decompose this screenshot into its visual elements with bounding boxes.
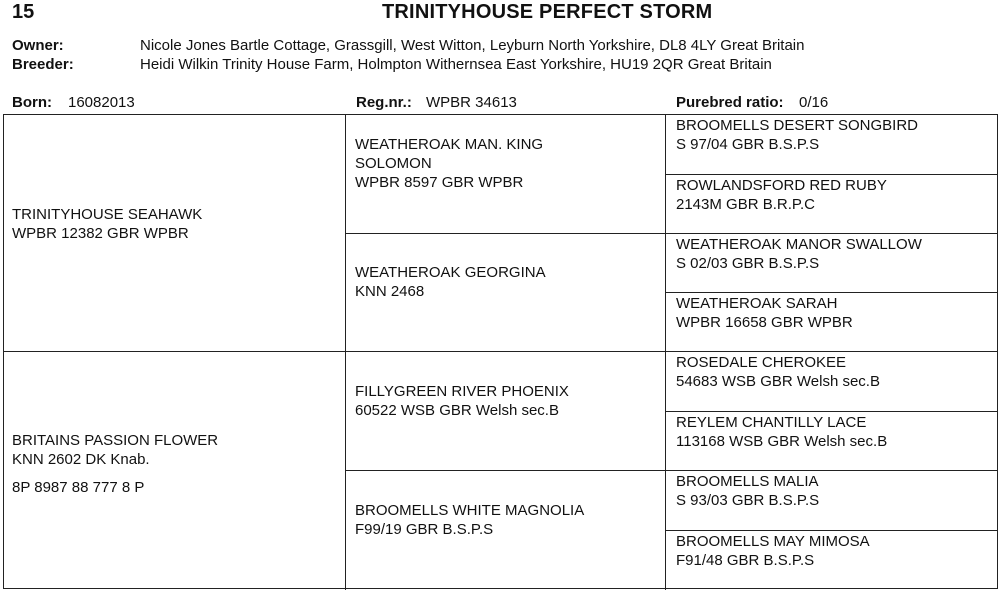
owner-value: Nicole Jones Bartle Cottage, Grassgill, West Witton, Leyburn North Yorkshire, DL8 4LY Great Britain	[140, 37, 805, 54]
dam-dam-name: BROOMELLS WHITE MAGNOLIA	[355, 502, 585, 519]
breeder-label: Breeder:	[12, 56, 74, 73]
ggp-name: BROOMELLS MALIA	[676, 473, 819, 490]
ggp-name: ROSEDALE CHEROKEE	[676, 354, 847, 371]
ggp-name: WEATHEROAK SARAH	[676, 295, 838, 312]
sire-sire-reg: WPBR 8597 GBR WPBR	[355, 174, 524, 191]
ggp-reg: 113168 WSB GBR Welsh sec.B	[676, 433, 888, 450]
ggp-cell-8	[666, 531, 997, 588]
ggp-name: REYLEM CHANTILLY LACE	[676, 414, 867, 431]
ggp-reg: 2143M GBR B.R.P.C	[676, 196, 815, 213]
born-label: Born:	[12, 94, 52, 111]
ggp-name: WEATHEROAK MANOR SWALLOW	[676, 236, 922, 253]
dam-cell	[4, 352, 346, 590]
ggp-name: BROOMELLS DESERT SONGBIRD	[676, 117, 919, 134]
ggp-cell-2	[666, 175, 997, 234]
dam-reg: KNN 2602 DK Knab.	[12, 451, 150, 468]
ggp-cell-1	[666, 115, 997, 175]
ggp-cell-3	[666, 234, 997, 293]
ggp-name: BROOMELLS MAY MIMOSA	[676, 533, 870, 550]
sire-dam-reg: KNN 2468	[355, 283, 425, 300]
dam-extra-reg: 8P 8987 88 777 8 P	[12, 479, 145, 496]
sire-sire-cell	[346, 115, 666, 234]
ggp-reg: S 97/04 GBR B.S.P.S	[676, 136, 820, 153]
sire-dam-cell	[346, 234, 666, 352]
sire-name: TRINITYHOUSE SEAHAWK	[12, 206, 203, 223]
dam-dam-cell	[346, 471, 666, 590]
sire-sire-name: WEATHEROAK MAN. KING SOLOMON	[355, 136, 544, 172]
ggp-cell-6	[666, 412, 997, 471]
ggp-reg: S 02/03 GBR B.S.P.S	[676, 255, 820, 272]
ggp-reg: S 93/03 GBR B.S.P.S	[676, 492, 820, 509]
ggp-cell-7	[666, 471, 997, 531]
dam-name: BRITAINS PASSION FLOWER	[12, 432, 219, 449]
reg-nr-value: WPBR 34613	[426, 94, 517, 111]
ggp-reg: F91/48 GBR B.S.P.S	[676, 552, 815, 569]
purebred-ratio-value: 0/16	[799, 94, 829, 111]
dam-sire-name: FILLYGREEN RIVER PHOENIX	[355, 383, 569, 400]
catalogue-number: 15	[12, 1, 35, 23]
sire-dam-name: WEATHEROAK GEORGINA	[355, 264, 546, 281]
pedigree-table	[3, 114, 998, 589]
dam-sire-reg: 60522 WSB GBR Welsh sec.B	[355, 402, 559, 419]
purebred-ratio-label: Purebred ratio:	[676, 94, 784, 111]
horse-name-title: TRINITYHOUSE PERFECT STORM	[382, 1, 713, 23]
ggp-reg: WPBR 16658 GBR WPBR	[676, 314, 853, 331]
ggp-cell-4	[666, 293, 997, 352]
sire-cell	[4, 115, 346, 352]
owner-label: Owner:	[12, 37, 64, 54]
breeder-value: Heidi Wilkin Trinity House Farm, Holmpton Withernsea East Yorkshire, HU19 2QR Great Britain	[140, 56, 772, 73]
ggp-reg: 54683 WSB GBR Welsh sec.B	[676, 373, 880, 390]
ggp-name: ROWLANDSFORD RED RUBY	[676, 177, 887, 194]
born-value: 16082013	[68, 94, 135, 111]
reg-nr-label: Reg.nr.:	[356, 94, 412, 111]
sire-reg: WPBR 12382 GBR WPBR	[12, 225, 189, 242]
dam-sire-cell	[346, 352, 666, 471]
dam-dam-reg: F99/19 GBR B.S.P.S	[355, 521, 494, 538]
ggp-cell-5	[666, 352, 997, 412]
